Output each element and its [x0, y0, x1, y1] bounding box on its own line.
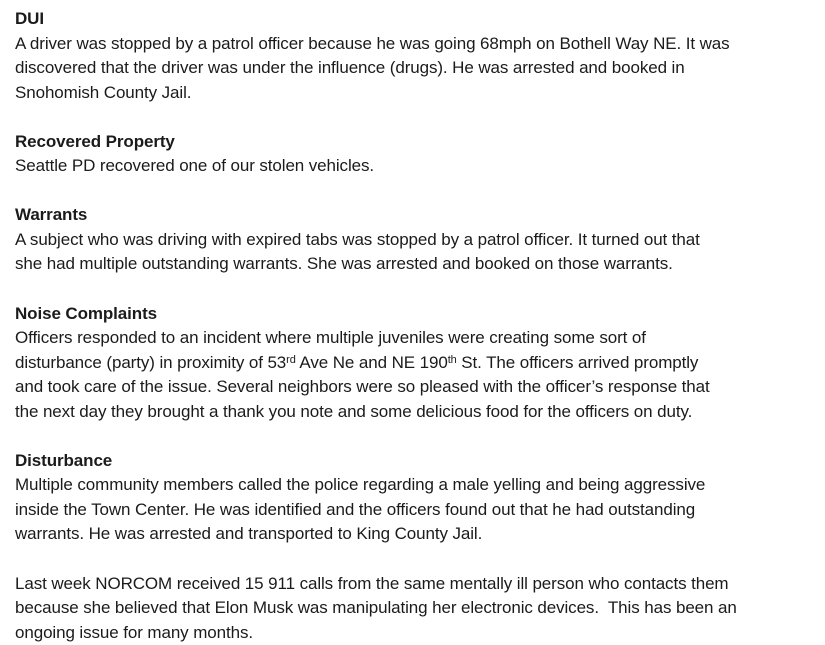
paragraph-line: the next day they brought a thank you note and some delicious food for the officers on duty.	[15, 401, 693, 421]
section-heading: DUI	[15, 9, 44, 28]
paragraph-line: disturbance (party) in proximity of 53rd Ave Ne and NE 190th St. The officers arrived promptly	[15, 352, 699, 372]
paragraph-line: Snohomish County Jail.	[15, 82, 192, 102]
section-paragraph	[15, 154, 810, 179]
paragraph-line: inside the Town Center. He was identified and the officers found out that he had outstanding	[15, 499, 696, 519]
document-section	[15, 203, 810, 277]
document-section	[15, 7, 810, 105]
document-section	[15, 449, 810, 547]
paragraph-line: she had multiple outstanding warrants. She was arrested and booked on those warrants.	[15, 254, 673, 274]
document-section	[15, 130, 810, 179]
section-paragraph	[15, 326, 810, 424]
paragraph-line: ongoing issue for many months.	[15, 622, 253, 642]
section-paragraph	[15, 473, 810, 547]
paragraph-line: warrants. He was arrested and transported to King County Jail.	[15, 524, 483, 544]
ordinal-superscript: rd	[286, 354, 296, 367]
section-paragraph	[15, 32, 810, 106]
section-heading: Noise Complaints	[15, 303, 157, 323]
section-paragraph	[15, 572, 810, 645]
paragraph-line: and took care of the issue. Several neighbors were so pleased with the officer’s response that	[15, 377, 710, 397]
paragraph-line: Officers responded to an incident where multiple juveniles were creating some sort of	[15, 328, 646, 348]
ordinal-superscript: th	[447, 354, 457, 367]
paragraph-line: A driver was stopped by a patrol officer because he was going 68mph on Bothell Way NE. It was	[15, 33, 730, 53]
paragraph-line: Multiple community members called the police regarding a male yelling and being aggressive	[15, 475, 706, 495]
section-heading: Warrants	[15, 205, 88, 225]
section-paragraph	[15, 228, 810, 277]
paragraph-line: Seattle PD recovered one of our stolen vehicles.	[15, 156, 375, 176]
section-heading: Disturbance	[15, 450, 113, 470]
document-section	[15, 572, 810, 645]
police-blotter-document	[15, 7, 810, 645]
paragraph-line: A subject who was driving with expired tabs was stopped by a patrol officer. It turned out that	[15, 229, 700, 249]
paragraph-line: because she believed that Elon Musk was manipulating her electronic devices. This has been an	[15, 598, 737, 618]
paragraph-line: Last week NORCOM received 15 911 calls from the same mentally ill person who contacts them	[15, 573, 729, 593]
paragraph-line: discovered that the driver was under the influence (drugs). He was arrested and booked in	[15, 58, 685, 78]
section-heading: Recovered Property	[15, 131, 175, 151]
document-section	[15, 302, 810, 425]
